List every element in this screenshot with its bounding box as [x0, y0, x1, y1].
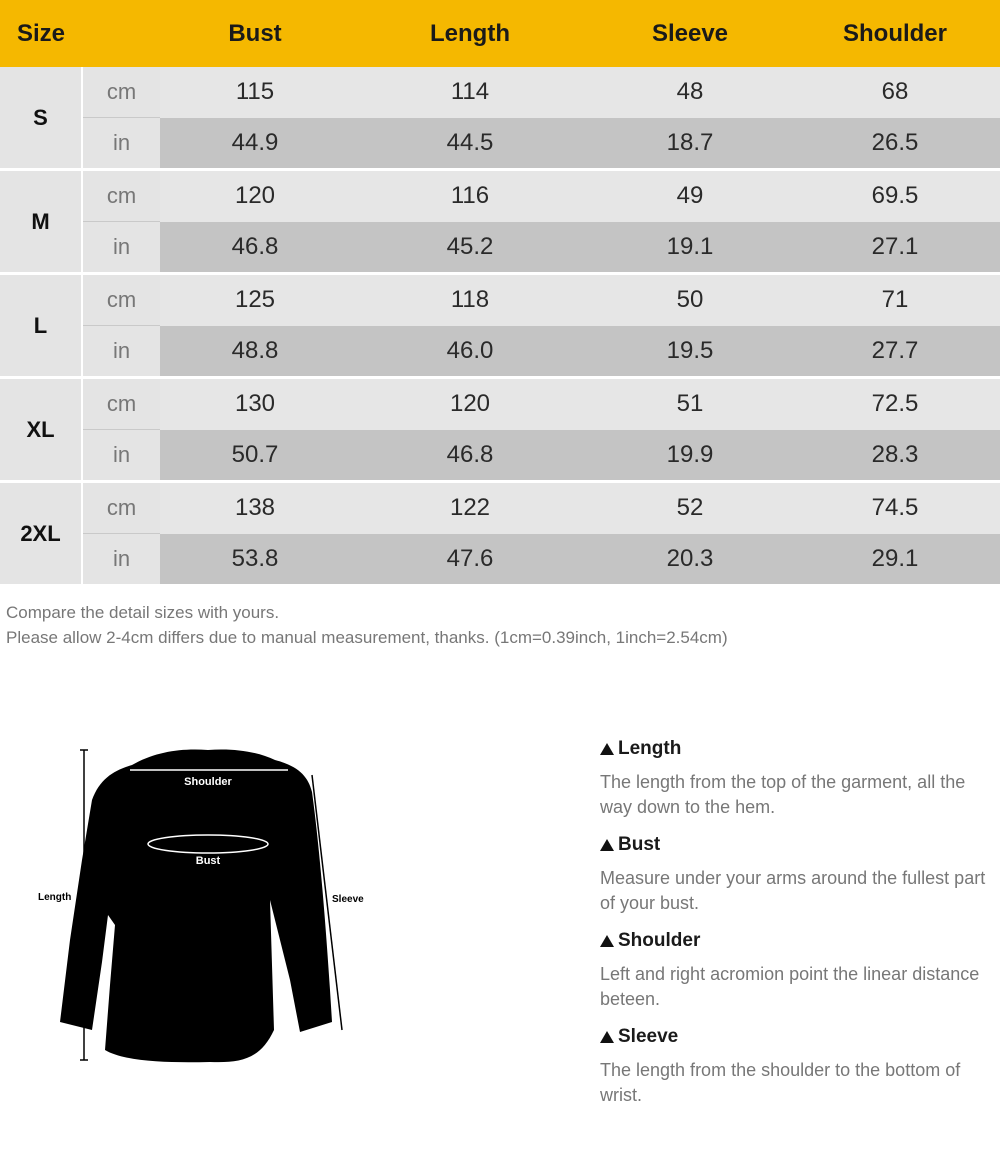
sleeve-value: 19.1	[590, 222, 790, 274]
triangle-icon	[600, 839, 614, 851]
size-label: M	[0, 170, 82, 274]
length-value: 120	[350, 378, 590, 430]
header-shoulder: Shoulder	[790, 0, 1000, 67]
table-row	[0, 482, 1000, 534]
measurement-guide	[600, 738, 1000, 1122]
table-row	[0, 378, 1000, 430]
length-value: 47.6	[350, 534, 590, 586]
guide-title-shoulder	[600, 930, 1000, 952]
length-label: Length	[38, 892, 72, 903]
bust-value: 130	[160, 378, 350, 430]
length-value: 44.5	[350, 118, 590, 170]
header-unit	[82, 0, 160, 67]
header-size: Size	[0, 0, 82, 67]
guide-title-text: Sleeve	[618, 1026, 679, 1047]
garment-measurement-diagram	[30, 740, 390, 1080]
shoulder-value: 27.7	[790, 326, 1000, 378]
header-sleeve: Sleeve	[590, 0, 790, 67]
shoulder-value: 27.1	[790, 222, 1000, 274]
garment-silhouette	[60, 749, 332, 1062]
table-row	[0, 326, 1000, 378]
sleeve-value: 18.7	[590, 118, 790, 170]
bust-value: 44.9	[160, 118, 350, 170]
table-row	[0, 170, 1000, 222]
table-row	[0, 430, 1000, 482]
shoulder-value: 26.5	[790, 118, 1000, 170]
bust-value: 53.8	[160, 534, 350, 586]
bust-value: 120	[160, 170, 350, 222]
shoulder-value: 29.1	[790, 534, 1000, 586]
triangle-icon	[600, 1031, 614, 1043]
triangle-icon	[600, 743, 614, 755]
sleeve-value: 49	[590, 170, 790, 222]
sleeve-value: 51	[590, 378, 790, 430]
sleeve-value: 52	[590, 482, 790, 534]
length-value: 114	[350, 67, 590, 118]
header-bust: Bust	[160, 0, 350, 67]
note-line-2: Please allow 2-4cm differs due to manual measurement, thanks. (1cm=0.39inch, 1inch=2.54cm)	[6, 628, 728, 647]
unit-label: cm	[82, 67, 160, 118]
sleeve-value: 50	[590, 274, 790, 326]
bust-value: 46.8	[160, 222, 350, 274]
guide-text-shoulder: Left and right acromion point the linear distance beteen.	[600, 964, 980, 1009]
sleeve-value: 48	[590, 67, 790, 118]
guide-title-bust	[600, 834, 1000, 856]
unit-label: cm	[82, 274, 160, 326]
size-label: S	[0, 67, 82, 170]
shoulder-value: 68	[790, 67, 1000, 118]
triangle-icon	[600, 935, 614, 947]
table-row	[0, 67, 1000, 118]
sleeve-value: 19.5	[590, 326, 790, 378]
table-row	[0, 118, 1000, 170]
size-label: 2XL	[0, 482, 82, 586]
shoulder-value: 28.3	[790, 430, 1000, 482]
guide-text-length: The length from the top of the garment, all the way down to the hem.	[600, 772, 966, 817]
table-row	[0, 274, 1000, 326]
sleeve-value: 20.3	[590, 534, 790, 586]
bust-value: 125	[160, 274, 350, 326]
length-value: 118	[350, 274, 590, 326]
guide-title-text: Length	[618, 738, 682, 759]
length-value: 46.0	[350, 326, 590, 378]
length-value: 116	[350, 170, 590, 222]
bust-label: Bust	[195, 855, 221, 867]
unit-label: in	[82, 534, 160, 586]
shoulder-value: 71	[790, 274, 1000, 326]
size-label: L	[0, 274, 82, 378]
header-length: Length	[350, 0, 590, 67]
length-value: 122	[350, 482, 590, 534]
unit-label: in	[82, 222, 160, 274]
sleeve-value: 19.9	[590, 430, 790, 482]
guide-title-text: Shoulder	[618, 930, 701, 951]
unit-label: cm	[82, 170, 160, 222]
guide-text-sleeve: The length from the shoulder to the bottom of wrist.	[600, 1060, 961, 1105]
table-row	[0, 222, 1000, 274]
shoulder-value: 74.5	[790, 482, 1000, 534]
shoulder-label: Shoulder	[184, 776, 232, 788]
table-header-row	[0, 0, 1000, 67]
unit-label: in	[82, 326, 160, 378]
bust-value: 50.7	[160, 430, 350, 482]
bust-value: 48.8	[160, 326, 350, 378]
unit-label: cm	[82, 482, 160, 534]
size-label: XL	[0, 378, 82, 482]
guide-title-text: Bust	[618, 834, 661, 855]
bust-value: 138	[160, 482, 350, 534]
length-value: 45.2	[350, 222, 590, 274]
unit-label: in	[82, 118, 160, 170]
guide-title-length	[600, 738, 1000, 760]
measurement-note	[6, 600, 728, 650]
length-value: 46.8	[350, 430, 590, 482]
sleeve-label: Sleeve	[332, 894, 364, 905]
guide-text-bust: Measure under your arms around the fullest part of your bust.	[600, 868, 986, 913]
shoulder-value: 72.5	[790, 378, 1000, 430]
note-line-1: Compare the detail sizes with yours.	[6, 603, 280, 622]
shoulder-value: 69.5	[790, 170, 1000, 222]
unit-label: in	[82, 430, 160, 482]
guide-title-sleeve	[600, 1026, 1000, 1048]
bust-value: 115	[160, 67, 350, 118]
unit-label: cm	[82, 378, 160, 430]
table-row	[0, 534, 1000, 586]
